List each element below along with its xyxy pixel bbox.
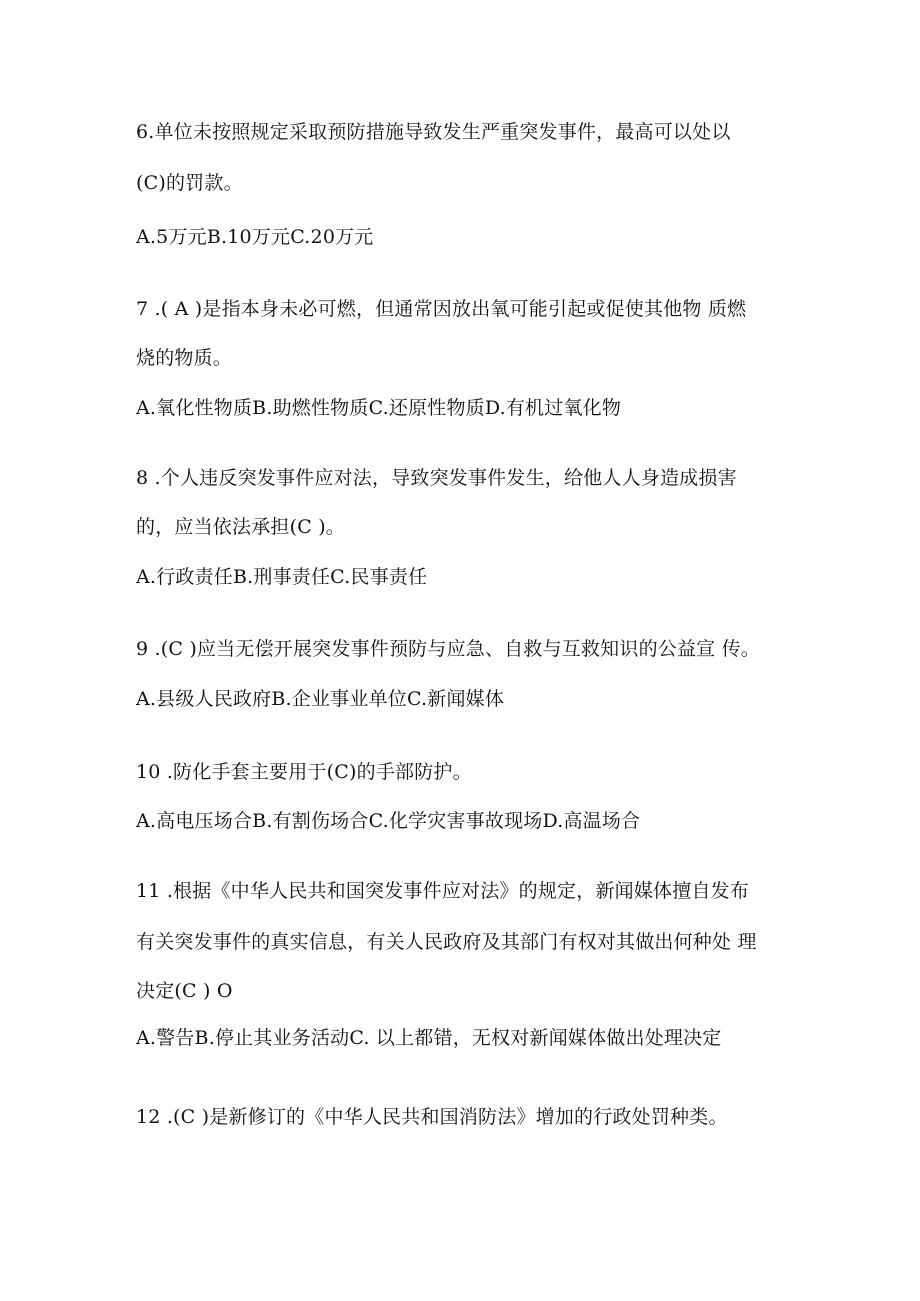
question-11-stem-line-1: 11 .根据《中华人民共和国突发事件应对法》的规定，新闻媒体擅自发布 [136, 880, 750, 902]
question-11-options: A.警告B.停止其业务活动C. 以上都错，无权对新闻媒体做出处理决定 [136, 1027, 722, 1049]
question-7-stem-line-1: 7 .( A )是指本身未必可燃，但通常因放出氧可能引起或促使其他物 质燃 [136, 298, 747, 320]
question-12-stem-line-1: 12 .(C )是新修订的《中华人民共和国消防法》增加的行政处罚种类。 [136, 1106, 728, 1128]
question-10-stem-line-1: 10 .防化手套主要用于(C)的手部防护。 [136, 761, 472, 783]
question-11-stem-line-2: 有关突发事件的真实信息，有关人民政府及其部门有权对其做出何种处 理 [136, 931, 757, 953]
question-6-stem-line-1: 6.单位未按照规定采取预防措施导致发生严重突发事件，最高可以处以 [136, 121, 731, 143]
question-8-stem-line-2: 的，应当依法承担(C )。 [136, 516, 346, 538]
question-6-options: A.5万元B.10万元C.20万元 [136, 226, 374, 248]
question-6-stem-line-2: (C)的罚款。 [136, 172, 243, 194]
question-9-options: A.县级人民政府B.企业事业单位C.新闻媒体 [136, 688, 505, 710]
question-8-stem-line-1: 8 .个人违反突发事件应对法，导致突发事件发生，给他人人身造成损害 [136, 467, 737, 489]
question-9-stem-line-1: 9 .(C )应当无偿开展突发事件预防与应急、自救与互救知识的公益宣 传。 [136, 638, 761, 660]
question-8-options: A.行政责任B.刑事责任C.民事责任 [136, 566, 428, 588]
question-7-options: A.氧化性物质B.助燃性物质C.还原性物质D.有机过氧化物 [136, 397, 622, 419]
question-7-stem-line-2: 烧的物质。 [136, 347, 233, 369]
question-11-stem-line-3: 决定(C ) O [136, 980, 233, 1002]
question-10-options: A.高电压场合B.有割伤场合C.化学灾害事故现场D.高温场合 [136, 810, 641, 832]
